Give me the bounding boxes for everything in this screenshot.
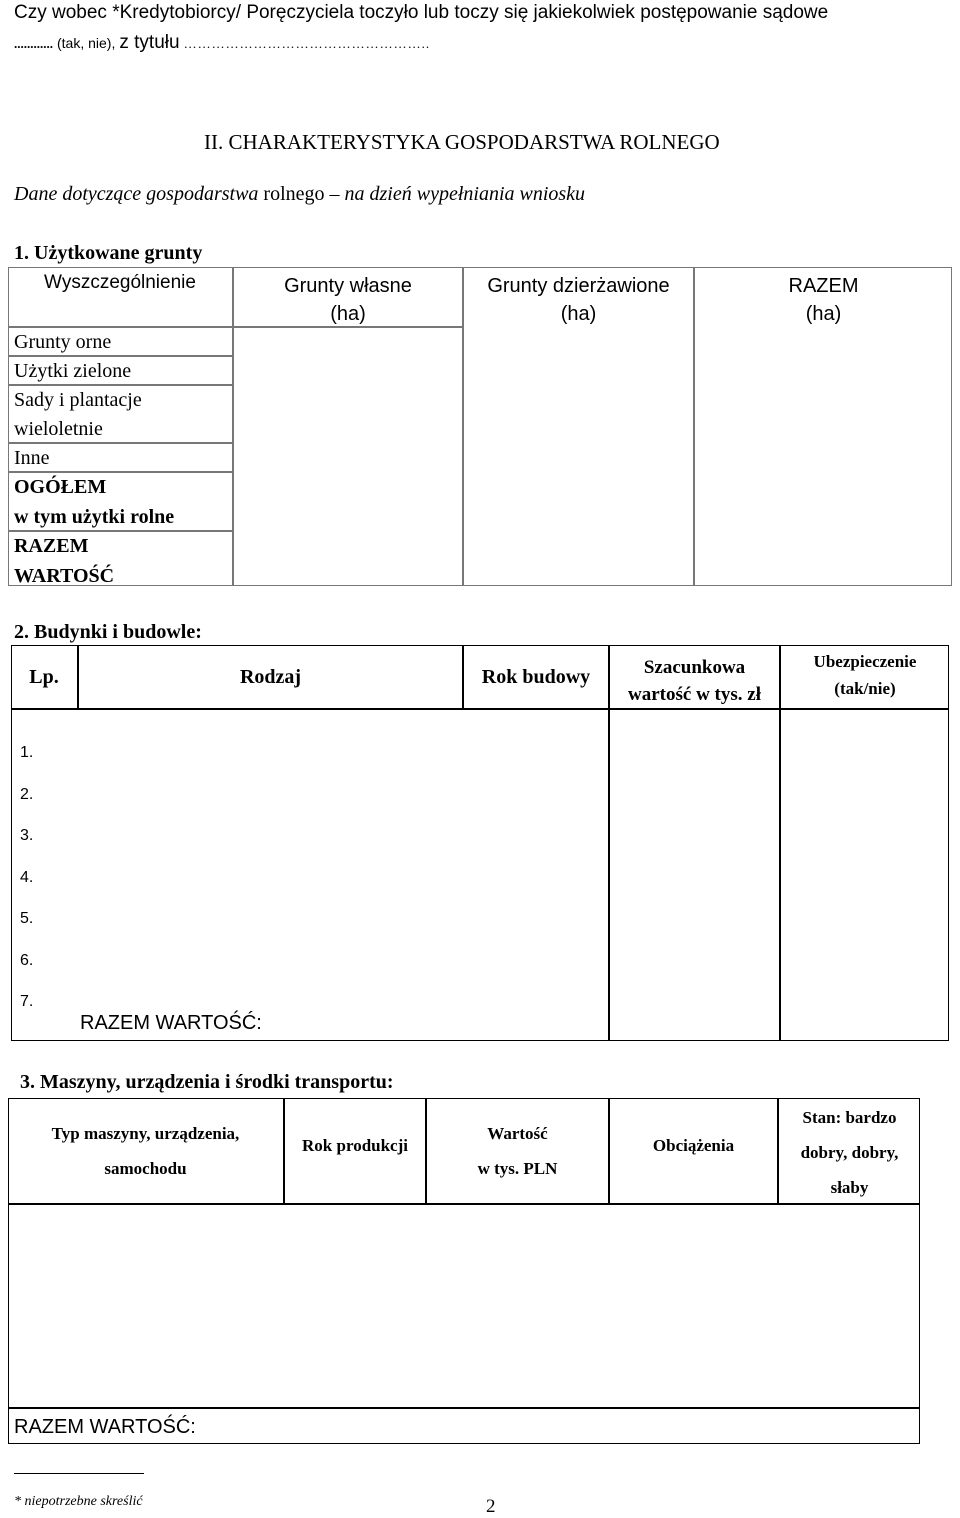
- footnote: * niepotrzebne skreślić: [14, 1494, 143, 1509]
- total-label: RAZEM: [788, 275, 859, 297]
- court-proceedings-answer-line: [14, 32, 430, 54]
- title-dots[interactable]: ……………………………………………..: [183, 36, 431, 51]
- summary-label: WARTOŚĆ: [14, 564, 115, 587]
- summary-label: w tym użytki rolne: [14, 505, 175, 528]
- row-number: 3.: [20, 827, 34, 844]
- land-use-rows: [14, 328, 142, 473]
- row-label: wieloletnie: [14, 418, 103, 440]
- land-use-summary-rows: [14, 473, 174, 591]
- leased-label: Grunty dzierżawione: [487, 275, 670, 297]
- machinery-title: 3. Maszyny, urządzenia i środki transportu:: [20, 1071, 394, 1093]
- column-header-machine-type: [8, 1116, 283, 1186]
- row-number: 7.: [20, 993, 34, 1010]
- row-number: 5.: [20, 910, 34, 927]
- column-header-own: [234, 272, 462, 328]
- summary-label: OGÓŁEM: [14, 476, 107, 498]
- buildings-table: [11, 645, 949, 1041]
- state-line1: Stan: bardzo: [802, 1108, 897, 1127]
- machine-type-line1: Typ maszyny, urządzenia,: [51, 1124, 240, 1143]
- machine-value-line2: w tys. PLN: [477, 1159, 558, 1178]
- row-number: 2.: [20, 785, 34, 803]
- row-number: 6.: [20, 951, 34, 969]
- row-label: Inne: [14, 447, 50, 469]
- leased-unit: (ha): [560, 303, 597, 325]
- column-header-type: Rodzaj: [239, 666, 302, 688]
- machine-value-line1: Wartość: [487, 1124, 548, 1143]
- total-unit: (ha): [805, 303, 842, 325]
- column-header-total: [695, 272, 952, 328]
- column-header-spec: Wyszczególnienie: [44, 272, 196, 293]
- column-header-state: [779, 1100, 920, 1205]
- page-number: 2: [486, 1496, 496, 1517]
- subtitle-part1: Dane dotyczące gospodarstwa: [14, 183, 259, 205]
- column-header-encumbrance: Obciążenia: [652, 1136, 735, 1155]
- answer-options: (tak, nie),: [57, 35, 116, 51]
- insurance-line1: Ubezpieczenie: [813, 652, 917, 671]
- title-label: z tytułu: [119, 32, 180, 53]
- column-header-lp: Lp.: [29, 666, 59, 688]
- row-label: Użytki zielone: [14, 360, 132, 382]
- subtitle-part2: rolnego: [263, 183, 325, 205]
- subtitle-part3: – na dzień wypełniania wniosku: [329, 183, 586, 205]
- section-title: II. CHARAKTERYSTYKA GOSPODARSTWA ROLNEGO: [204, 130, 720, 154]
- land-use-title: 1. Użytkowane grunty: [14, 242, 203, 264]
- footnote-separator: [14, 1473, 144, 1474]
- column-header-value: [610, 654, 779, 708]
- state-line3: słaby: [830, 1178, 869, 1197]
- machinery-total-label: RAZEM WARTOŚĆ:: [14, 1416, 196, 1438]
- row-number: 4.: [20, 868, 34, 886]
- column-header-insurance: [781, 648, 949, 702]
- own-unit: (ha): [330, 303, 366, 325]
- row-label: Grunty orne: [14, 331, 112, 353]
- machine-type-line2: samochodu: [104, 1159, 187, 1178]
- column-header-machine-value: [427, 1116, 608, 1186]
- value-line1: Szacunkowa: [643, 657, 746, 678]
- row-label: Sady i plantacje: [14, 389, 142, 411]
- insurance-line2: (tak/nie): [834, 679, 896, 698]
- column-header-year: Rok budowy: [481, 666, 591, 688]
- buildings-total-label: RAZEM WARTOŚĆ:: [80, 1012, 262, 1034]
- column-header-production-year: Rok produkcji: [302, 1136, 408, 1155]
- buildings-title: 2. Budynki i budowle:: [14, 621, 202, 643]
- row-number: 1.: [20, 744, 34, 761]
- own-label: Grunty własne: [284, 275, 412, 297]
- answer-dots[interactable]: ............: [14, 36, 53, 51]
- section-subtitle: [14, 183, 585, 206]
- building-row-numbers: [20, 732, 33, 1023]
- state-line2: dobry, dobry,: [800, 1143, 899, 1162]
- column-header-leased: [464, 272, 693, 328]
- value-line2: wartość w tys. zł: [628, 684, 761, 705]
- summary-label: RAZEM: [14, 535, 89, 557]
- court-proceedings-question: Czy wobec *Kredytobiorcy/ Poręczyciela toczyło lub toczy się jakiekolwiek postępowanie sądowe: [14, 2, 829, 23]
